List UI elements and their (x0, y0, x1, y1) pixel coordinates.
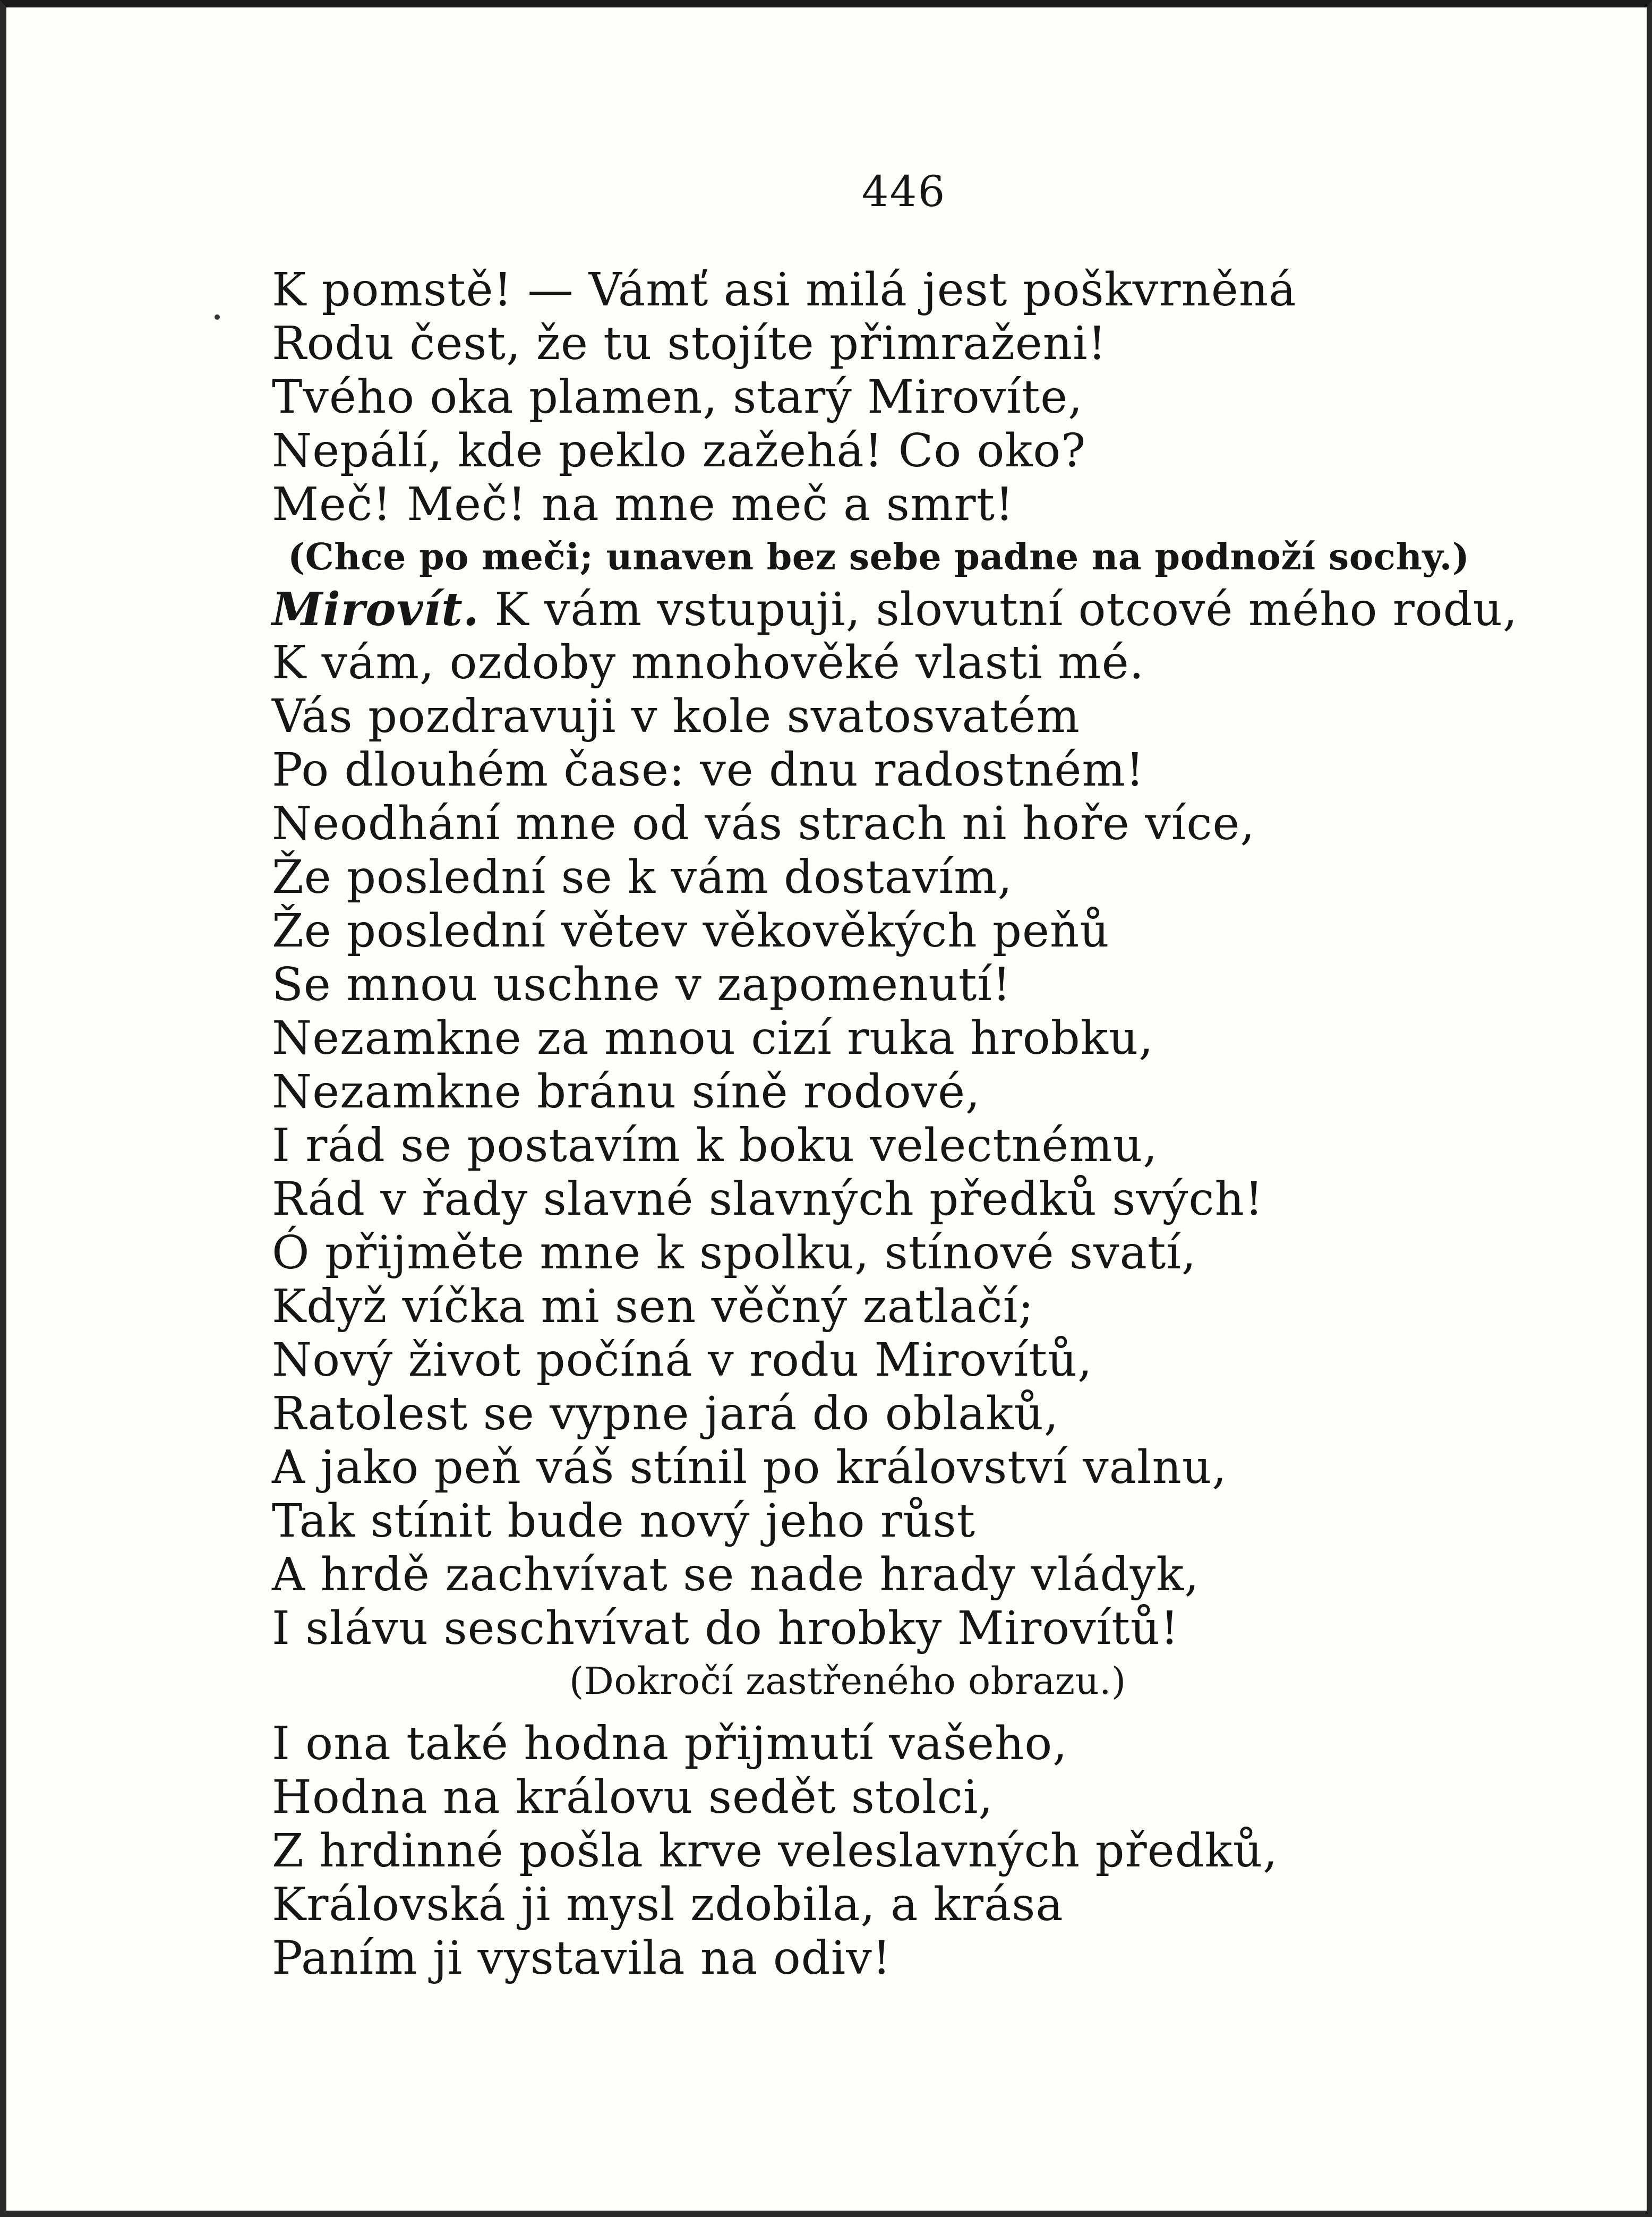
verse-line: A jako peň váš stínil po království valnu, (272, 1441, 1227, 1494)
verse-line: I ona také hodna přijmutí vašeho, (272, 1717, 1068, 1770)
verse-line: Rád v řady slavné slavných předků svých! (272, 1173, 1264, 1226)
verse-line: Meč! Meč! na mne meč a smrt! (272, 478, 1014, 531)
verse-line: Z hrdinné pošla krve veleslavných předků, (272, 1824, 1278, 1878)
verse-line: K vám, ozdoby mnohověké vlasti mé. (272, 636, 1144, 689)
verse-line: A hrdě zachvívat se nade hrady vládyk, (272, 1548, 1200, 1601)
verse-line: Hodna na královu sedět stolci, (272, 1771, 994, 1824)
verse-line: Královská ji mysl zdobila, a krása (272, 1878, 1064, 1931)
verse-line: I rád se postavím k boku velectnému, (272, 1119, 1158, 1172)
verse-line: Tvého oka plamen, starý Mirovíte, (272, 371, 1083, 424)
verse-line: Vás pozdravuji v kole svatosvatém (272, 690, 1080, 743)
page-number: 446 (861, 167, 946, 216)
verse-line: Ó přijměte mne k spolku, stínové svatí, (272, 1226, 1197, 1280)
verse-line: Nový život počíná v rodu Mirovítů, (272, 1334, 1093, 1387)
verse-line: Nezamkne bránu síně rodové, (272, 1065, 981, 1119)
verse-line: Paním ji vystavila na odiv! (272, 1932, 892, 1985)
stage-direction: (Dokročí zastřeného obrazu.) (569, 1659, 1126, 1703)
verse-line: I slávu seschvívat do hrobky Mirovítů! (272, 1602, 1179, 1655)
speaker-name: Mirovít. (272, 583, 480, 636)
poem-text (272, 263, 1557, 1985)
verse-line: Se mnou uschne v zapomenutí! (272, 958, 1012, 1011)
verse-line: Když víčka mi sen věčný zatlačí; (272, 1280, 1034, 1333)
verse-line: Po dlouhém čase: ve dnu radostném! (272, 744, 1145, 797)
verse-line: Nepálí, kde peklo zažehá! Co oko? (272, 424, 1086, 477)
margin-dot (215, 314, 220, 320)
speech-first-line: K vám vstupuji, slovutní otcové mého rodu, (494, 583, 1518, 636)
verse-line: Rodu čest, že tu stojíte přimraženi! (272, 317, 1107, 370)
verse-line: Nezamkne za mnou cizí ruka hrobku, (272, 1012, 1154, 1065)
verse-line: Tak stínit bude nový jeho růst (272, 1495, 976, 1548)
verse-line: K pomstě! — Vámť asi milá jest poškvrněná (272, 263, 1297, 317)
verse-line: Neodhání mne od vás strach ni hoře více, (272, 797, 1255, 850)
speaker-line (272, 583, 1557, 636)
verse-line: Že poslední se k vám dostavím, (272, 851, 1013, 904)
verse-line: Že poslední větev věkověkých peňů (272, 905, 1110, 958)
stage-direction: (Chce po meči; unaven bez sebe padne na podnoží sochy.) (288, 536, 1470, 578)
verse-line: Ratolest se vypne jará do oblaků, (272, 1387, 1059, 1440)
